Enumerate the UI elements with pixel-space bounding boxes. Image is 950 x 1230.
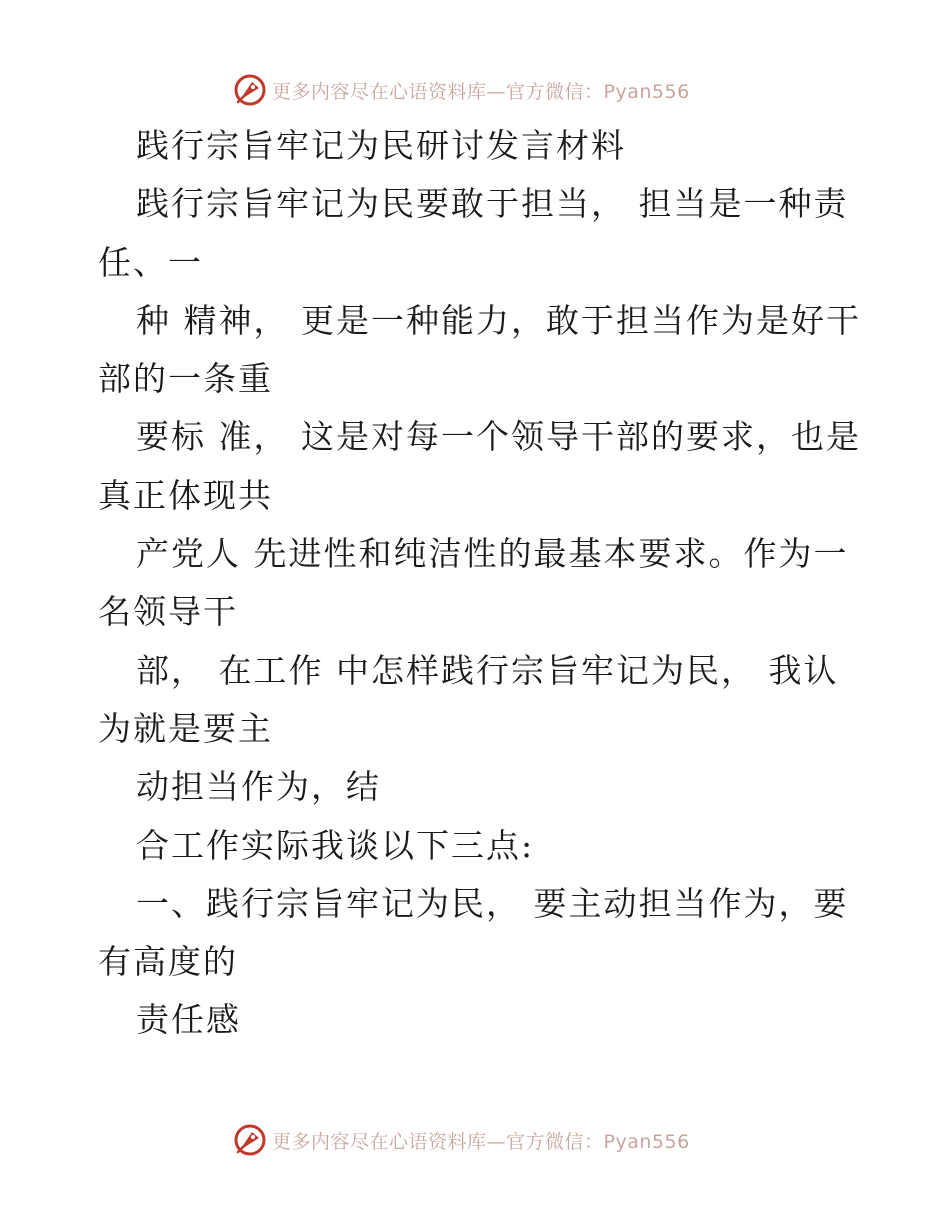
text-line: 践行宗旨牢记为民要敢于担当， 担当是一种责 <box>136 184 849 224</box>
text-line: 动担当作为，结 <box>136 767 381 807</box>
document-body <box>98 117 861 1050</box>
pen-nib-icon <box>232 1122 268 1158</box>
text-line: 部， 在工作 中怎样践行宗旨牢记为民， 我认 <box>136 650 839 690</box>
pen-nib-icon <box>232 72 268 108</box>
text-line: 真正体现共 <box>98 475 273 515</box>
text-line: 名领导干 <box>98 592 238 632</box>
banner-text: 更多内容尽在心语资料库—官方微信：Pyan556 <box>272 80 690 103</box>
banner-text: 更多内容尽在心语资料库—官方微信：Pyan556 <box>272 1130 690 1153</box>
text-line: 一、践行宗旨牢记为民， 要主动担当作为，要 <box>136 883 849 923</box>
footer-banner <box>232 1122 690 1158</box>
text-line: 部的一条重 <box>98 359 273 399</box>
text-line: 践行宗旨牢记为民研讨发言材料 <box>136 126 626 165</box>
text-line: 要标 准， 这是对每一个领导干部的要求，也是 <box>136 417 861 457</box>
text-line: 产党人 先进性和纯洁性的最基本要求。作为一 <box>136 534 849 574</box>
text-line: 合工作实际我谈以下三点: <box>136 825 535 865</box>
text-line: 责任感 <box>136 1000 241 1040</box>
header-banner <box>232 72 690 108</box>
text-line: 任、一 <box>98 242 203 282</box>
text-line: 有高度的 <box>98 942 238 982</box>
text-line: 种 精神， 更是一种能力，敢于担当作为是好干 <box>136 300 861 340</box>
text-line: 为就是要主 <box>98 708 273 748</box>
